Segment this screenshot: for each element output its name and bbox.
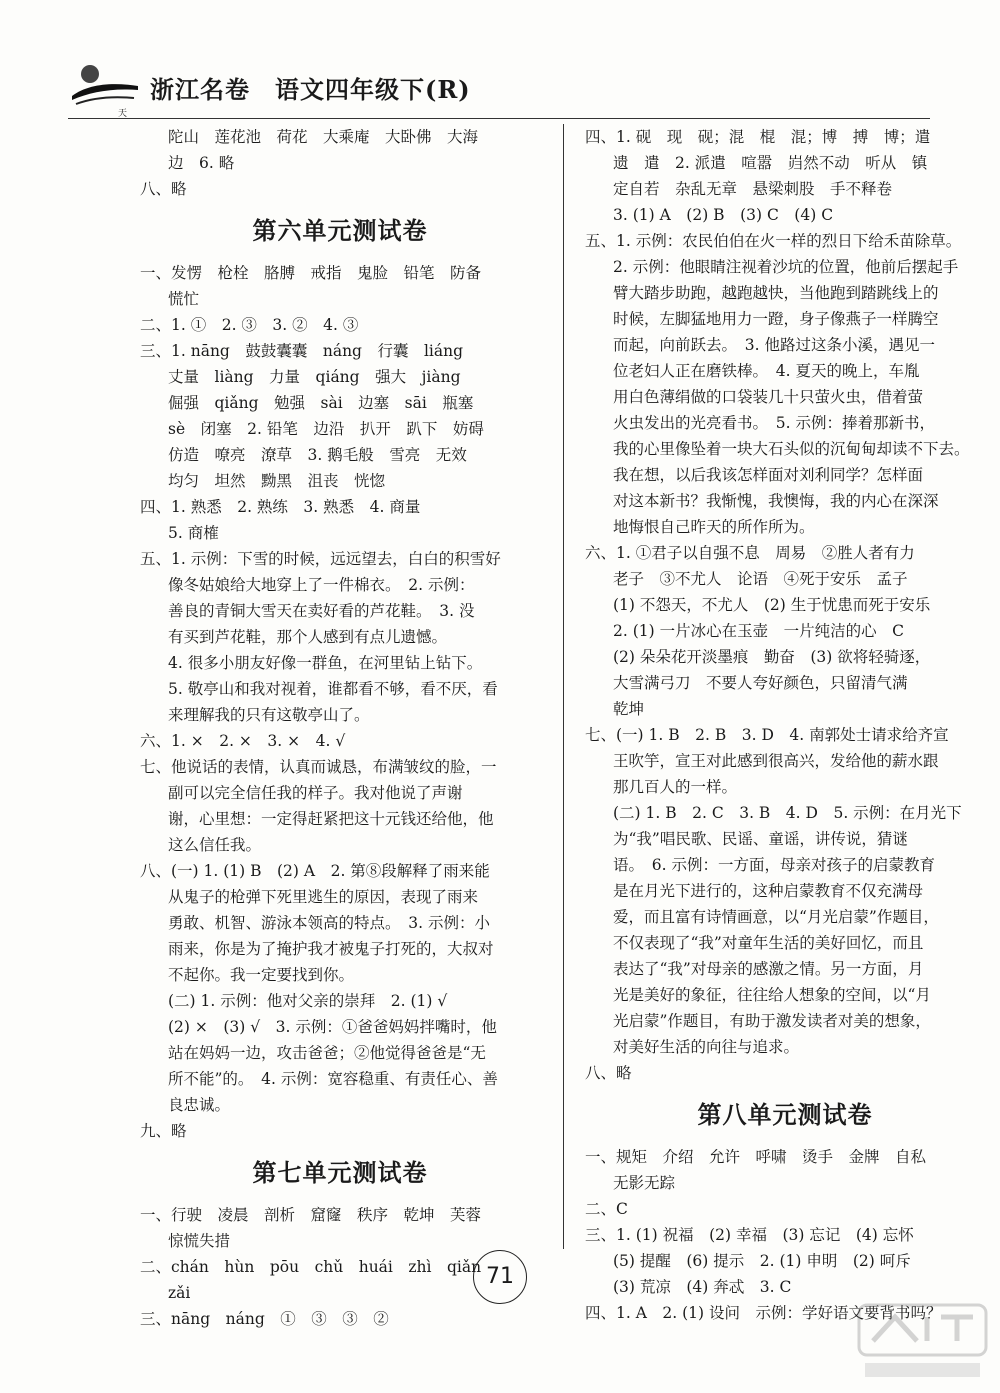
left-answer-line: 倔强 qiǎng 勉强 sài 边塞 sāi 瓶塞 bbox=[168, 394, 474, 412]
left-answer-line: 三、1. nāng 鼓鼓囊囊 náng 行囊 liáng bbox=[140, 342, 464, 360]
right-column bbox=[585, 124, 985, 1326]
right-answer-line: 对美好生活的向往与追求。 bbox=[613, 1038, 800, 1056]
left-answer-line: 5. 敬亭山和我对视着，谁都看不够，看不厌，看 bbox=[168, 680, 498, 698]
left-answer-line: 惊慌失措 bbox=[168, 1232, 231, 1250]
right-answer-line: 光启蒙”作题目，有助于激发读者对美的想象， bbox=[613, 1012, 931, 1030]
section-title: 第六单元测试卷 bbox=[252, 216, 428, 245]
right-answer-line: 五、1. 示例：农民伯伯在火一样的烈日下给禾苗除草。 bbox=[585, 232, 962, 250]
left-answer-line: 二、chán hùn pōu chǔ huái zhì qiǎn bbox=[140, 1258, 482, 1276]
right-answer-line: 时候，左脚猛地用力一蹬，身子像燕子一样腾空 bbox=[613, 310, 939, 328]
right-answer-line: (5) 提醒 (6) 提示 2. (1) 申明 (2) 呵斥 bbox=[613, 1252, 911, 1270]
left-answer-line: (二) 1. 示例：他对父亲的崇拜 2. (1) √ bbox=[168, 992, 448, 1010]
right-answer-line: 火虫发出的光亮看书。 5. 示例：捧着那新书， bbox=[613, 414, 935, 432]
right-answer-line: 我在想，以后我该怎样面对刘利同学？怎样面 bbox=[613, 466, 924, 484]
header-title: 浙江名卷 语文四年级下(R) bbox=[150, 75, 471, 104]
left-answer-line: 副可以完全信任我的样子。我对他说了声谢 bbox=[168, 784, 463, 802]
right-answer-line: 四、1. A 2. (1) 设问 示例：学好语文要背书吗？ bbox=[585, 1304, 942, 1322]
left-answer-line: 五、1. 示例：下雪的时候，远远望去，白白的积雪好 bbox=[140, 550, 501, 568]
right-answer-line: 爱，而且富有诗情画意，以“月光启蒙”作题目， bbox=[613, 908, 939, 926]
left-answer-line: 善良的青铜大雪天在卖好看的芦花鞋。 3. 没 bbox=[168, 602, 475, 620]
right-answer-line: 表达了“我”对母亲的感激之情。另一方面，月 bbox=[613, 960, 924, 978]
left-answer-line: 谢，心里想：一定得赶紧把这十元钱还给他，他 bbox=[168, 810, 494, 828]
right-answer-line: 我的心里像坠着一块大石头似的沉甸甸却读不下去。 bbox=[613, 440, 970, 458]
left-answer-line: 慌忙 bbox=[168, 290, 200, 308]
right-answer-line: 位老妇人正在磨铁棒。 4. 夏天的晚上，车胤 bbox=[613, 362, 920, 380]
column-divider bbox=[563, 124, 564, 1249]
left-answer-line: 四、1. 熟悉 2. 熟练 3. 熟悉 4. 商量 bbox=[140, 498, 421, 516]
left-answer-line: 像冬姑娘给大地穿上了一件棉衣。 2. 示例： bbox=[168, 576, 475, 594]
right-answer-line: 六、1. ①君子以自强不息 周易 ②胜人者有力 bbox=[585, 544, 915, 562]
right-answer-line: 2. (1) 一片冰心在玉壶 一片纯洁的心 C bbox=[613, 622, 904, 640]
left-answer-line: 这么信任我。 bbox=[168, 836, 262, 854]
right-answer-line: (3) 荒凉 (4) 奔忒 3. C bbox=[613, 1278, 792, 1296]
section-title: 第八单元测试卷 bbox=[697, 1100, 873, 1129]
right-answer-line: 臂大踏步助跑，越跑越快，当他跑到踏跳线上的 bbox=[613, 284, 939, 302]
left-answer-line: 4. 很多小朋友好像一群鱼，在河里钻上钻下。 bbox=[168, 654, 483, 672]
left-answer-line: 二、1. ① 2. ③ 3. ② 4. ③ bbox=[140, 316, 359, 334]
left-answer-line: 有买到芦花鞋，那个人感到有点儿遗憾。 bbox=[168, 628, 448, 646]
left-answer-line: 所不能”的。 4. 示例：宽容稳重、有责任心、善 bbox=[168, 1070, 498, 1088]
right-answer-line: 是在月光下进行的，这种启蒙教育不仅充满母 bbox=[613, 882, 924, 900]
publisher-logo bbox=[68, 60, 142, 120]
right-answer-line: 为“我”唱民歌、民谣、童谣，讲传说，猜谜 bbox=[613, 830, 908, 848]
left-answer-line: 不起你。我一定要找到你。 bbox=[168, 966, 355, 984]
right-answer-line: 八、略 bbox=[585, 1064, 632, 1082]
header-rule bbox=[68, 118, 930, 119]
right-answer-line: 不仅表现了“我”对童年生活的美好回忆，而且 bbox=[613, 934, 924, 952]
right-answer-line: 3. (1) A (2) B (3) C (4) C bbox=[613, 206, 834, 224]
right-answer-line: 地悔恨自己昨天的所作所为。 bbox=[613, 518, 815, 536]
page-number-wrap bbox=[0, 1250, 1000, 1304]
page-number: 71 bbox=[473, 1250, 527, 1304]
left-answer-line: 勇敢、机智、游泳本领高的特点。 3. 示例：小 bbox=[168, 914, 490, 932]
right-answer-line: (1) 不怨天，不尤人 (2) 生于忧患而死于安乐 bbox=[613, 596, 931, 614]
left-answer-line: 良忠诚。 bbox=[168, 1096, 231, 1114]
left-answer-line: 边 6. 略 bbox=[168, 154, 235, 172]
left-answer-line: 陀山 莲花池 荷花 大乘庵 大卧佛 大海 bbox=[168, 128, 479, 146]
right-answer-line: 二、C bbox=[585, 1200, 628, 1218]
left-answer-line: 八、略 bbox=[140, 180, 187, 198]
left-answer-line: 一、行驶 凌晨 剖析 窟窿 秩序 乾坤 芙蓉 bbox=[140, 1206, 482, 1224]
right-answer-line: (二) 1. B 2. C 3. B 4. D 5. 示例：在月光下 bbox=[613, 804, 962, 822]
left-answer-line: (2) × (3) √ 3. 示例：①爸爸妈妈拌嘴时，他 bbox=[168, 1018, 497, 1036]
left-answer-line: 从鬼子的枪弹下死里逃生的原因，表现了雨来 bbox=[168, 888, 479, 906]
right-answer-line: 定自若 杂乱无章 悬梁刺股 手不释卷 bbox=[613, 180, 893, 198]
left-answer-line: 三、nāng náng ① ③ ③ ② bbox=[140, 1310, 389, 1328]
left-answer-line: 六、1. × 2. × 3. × 4. √ bbox=[140, 732, 346, 750]
right-answer-line: (2) 朵朵花开淡墨痕 勤奋 (3) 欲将轻骑逐， bbox=[613, 648, 931, 666]
right-answer-line: 乾坤 bbox=[613, 700, 645, 718]
left-answer-line: 均匀 坦然 黝黑 沮丧 恍惚 bbox=[168, 472, 386, 490]
left-answer-line: 5. 商榷 bbox=[168, 524, 219, 542]
right-answer-line: 对这本新书？我惭愧，我懊悔，我的内心在深深 bbox=[613, 492, 939, 510]
right-answer-line: 七、(一) 1. B 2. B 3. D 4. 南郭处士请求给齐宣 bbox=[585, 726, 949, 744]
left-answer-line: 站在妈妈一边，攻击爸爸；②他觉得爸爸是“无 bbox=[168, 1044, 486, 1062]
right-answer-line: 大雪满弓刀 不要人夸好颜色，只留清气满 bbox=[613, 674, 908, 692]
right-answer-line: 无影无踪 bbox=[613, 1174, 676, 1192]
svg-text:天: 天 bbox=[118, 109, 128, 119]
left-answer-line: 丈量 liàng 力量 qiáng 强大 jiàng bbox=[168, 368, 461, 386]
left-answer-line: 仿造 嘹亮 潦草 3. 鹅毛般 雪亮 无效 bbox=[168, 446, 467, 464]
right-answer-line: 用白色薄绢做的口袋装几十只萤火虫，借着萤 bbox=[613, 388, 924, 406]
section-title: 第七单元测试卷 bbox=[252, 1158, 428, 1187]
right-answer-line: 三、1. (1) 祝福 (2) 幸福 (3) 忘记 (4) 忘怀 bbox=[585, 1226, 914, 1244]
right-answer-line: 四、1. 砚 现 砚；混 棍 混；博 搏 博；遣 bbox=[585, 128, 931, 146]
right-answer-line: 语。 6. 示例：一方面，母亲对孩子的启蒙教育 bbox=[613, 856, 935, 874]
left-answer-line: 雨来，你是为了掩护我才被鬼子打死的，大叔对 bbox=[168, 940, 494, 958]
left-answer-line: sè 闭塞 2. 铅笔 边沿 扒开 趴下 妨碍 bbox=[168, 420, 484, 438]
right-answer-line: 王吹竽，宣王对此感到很高兴，发给他的薪水跟 bbox=[613, 752, 939, 770]
right-answer-line: 遗 遣 2. 派遣 喧嚣 岿然不动 听从 镇 bbox=[613, 154, 928, 172]
left-answer-line: 九、略 bbox=[140, 1122, 187, 1140]
watermark-logo bbox=[855, 1301, 990, 1383]
left-answer-line: 来理解我的只有这敬亭山了。 bbox=[168, 706, 370, 724]
left-answer-line: zǎi bbox=[168, 1284, 191, 1302]
page-header bbox=[68, 60, 568, 120]
right-answer-line: 那几百人的一样。 bbox=[613, 778, 738, 796]
right-answer-line: 一、规矩 介绍 允许 呼啸 烫手 金牌 自私 bbox=[585, 1148, 927, 1166]
right-answer-line: 光是美好的象征，往往给人想象的空间，以“月 bbox=[613, 986, 931, 1004]
right-answer-line: 老子 ③不尤人 论语 ④死于安乐 孟子 bbox=[613, 570, 908, 588]
left-answer-line: 八、(一) 1. (1) B (2) A 2. 第⑧段解释了雨来能 bbox=[140, 862, 490, 880]
right-answer-line: 而起，向前跃去。 3. 他路过这条小溪，遇见一 bbox=[613, 336, 935, 354]
left-answer-line: 七、他说话的表情，认真而诚恳，布满皱纹的脸，一 bbox=[140, 758, 497, 776]
left-column bbox=[140, 124, 540, 1332]
left-answer-line: 一、发愣 枪栓 胳膊 戒指 鬼脸 铅笔 防备 bbox=[140, 264, 482, 282]
right-answer-line: 2. 示例：他眼睛注视着沙坑的位置，他前后摆起手 bbox=[613, 258, 959, 276]
